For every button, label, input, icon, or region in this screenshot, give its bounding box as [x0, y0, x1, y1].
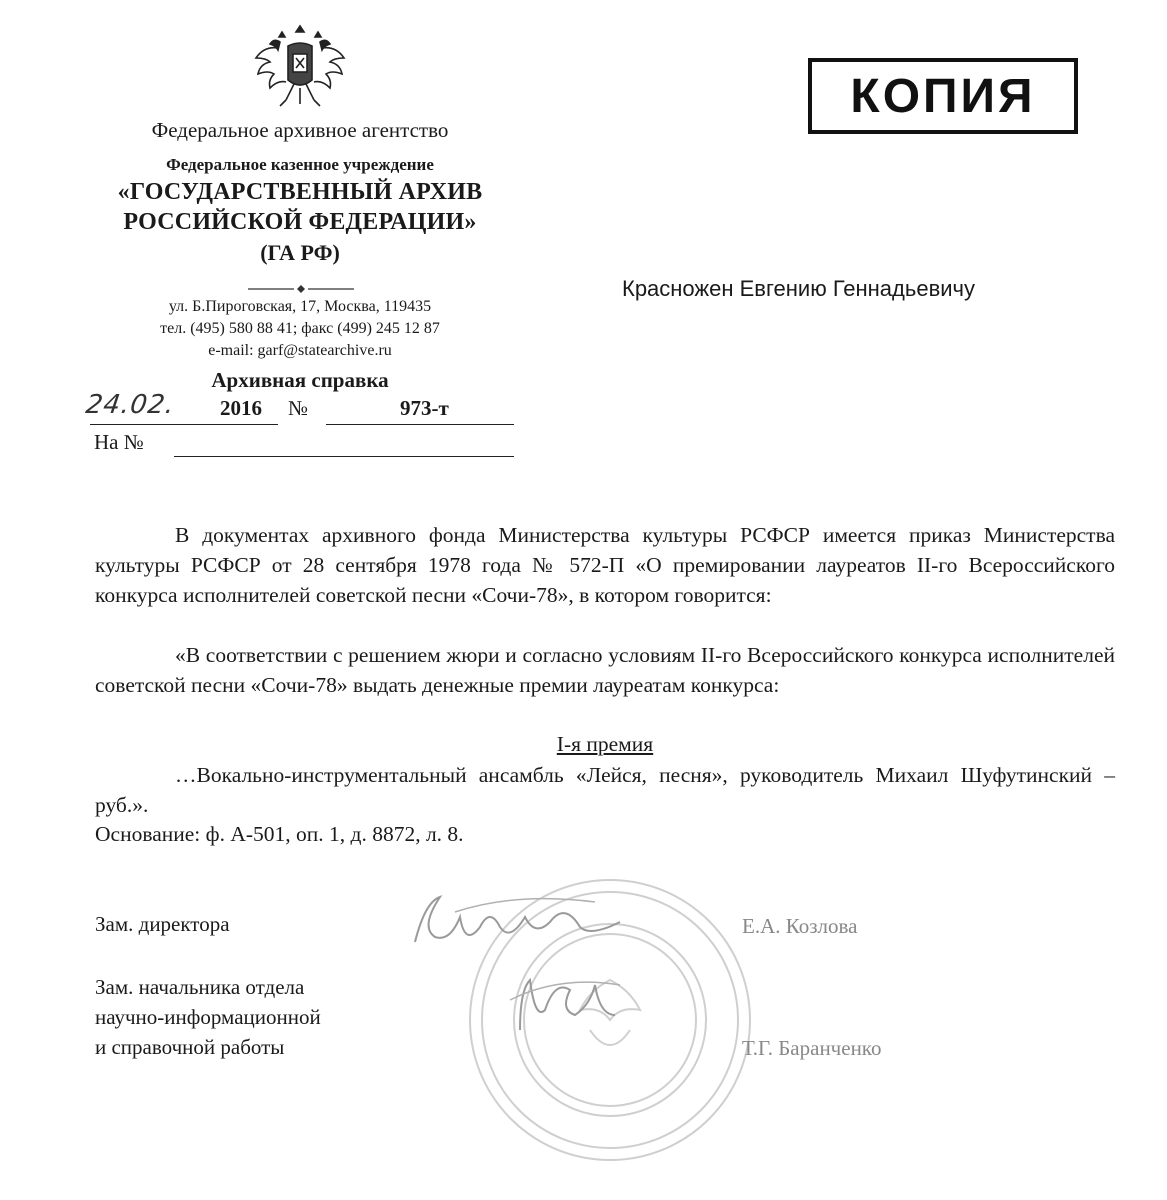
- signature-1: [405, 882, 635, 962]
- document-type: Архивная справка: [211, 368, 389, 392]
- handwritten-date: 24.02.: [83, 390, 177, 420]
- institution-type: Федеральное казенное учреждение: [166, 155, 434, 174]
- institution-name-line2: РОССИЙСКОЙ ФЕДЕРАЦИИ»: [123, 209, 477, 235]
- signatory-2-position-line1: Зам. начальника отдела: [95, 975, 305, 999]
- number-underline: [326, 424, 514, 425]
- body-paragraph-3-text: …Вокально-инструментальный ансамбль «Лейся, песня», руководитель Михаил Шуфутинский – руб.».: [95, 763, 1158, 817]
- institution-name: [95, 177, 505, 237]
- recipient: Красножен Евгению Геннадьевичу: [622, 276, 976, 301]
- signatory-1-name: Е.А. Козлова: [742, 914, 858, 938]
- signature-2: [500, 960, 630, 1050]
- header-divider: [248, 285, 354, 293]
- address: ул. Б.Пироговская, 17, Москва, 119435: [168, 298, 432, 315]
- prize-heading: [95, 732, 1115, 757]
- agency-name: Федеральное архивное агентство: [151, 118, 449, 142]
- copy-stamp-text: КОПИЯ: [850, 69, 1036, 123]
- basis-reference: Основание: ф. А-501, оп. 1, д. 8872, л. 8.: [95, 822, 464, 846]
- body-paragraph-2: [95, 640, 1115, 700]
- reference-underline: [174, 456, 514, 457]
- number-sign: №: [288, 396, 309, 420]
- signatory-2-position-line3: и справочной работы: [95, 1035, 285, 1059]
- body-paragraph-3: [95, 760, 1158, 820]
- date-underline: [90, 424, 278, 425]
- document-number: 973-т: [400, 396, 449, 420]
- body-paragraph-2-text: «В соответствии с решением жюри и согласно условиям II-го Всероссийского конкурса исполнителей советской песни «Сочи-78» выдать денежные премии лауреатам конкурса:: [95, 643, 1115, 697]
- signatory-2-position-line2: научно-информационной: [95, 1005, 321, 1029]
- double-headed-eagle-emblem: [250, 18, 350, 110]
- signatory-2-position: [95, 972, 321, 1062]
- body-paragraph-1-text: В документах архивного фонда Министерства культуры РСФСР имеется приказ Министерства культуры РСФСР от 28 сентября 1978 года № 572-П «О премировании лауреатов II-го Всероссийского конкурса исполнителей советской песни «Сочи-78», в котором говорится:: [95, 523, 1115, 607]
- institution-abbr: (ГА РФ): [260, 240, 340, 265]
- document-year: 2016: [220, 396, 262, 420]
- reference-label: На №: [94, 430, 144, 454]
- copy-stamp: [808, 58, 1078, 134]
- body-paragraph-1: [95, 520, 1115, 610]
- signatory-1-position: Зам. директора: [95, 912, 230, 936]
- signatory-2-name: Т.Г. Баранченко: [742, 1036, 882, 1060]
- prize-heading-text: I-я премия: [556, 732, 654, 756]
- phone-fax: тел. (495) 580 88 41; факс (499) 245 12 87: [160, 320, 440, 337]
- institution-name-line1: «ГОСУДАРСТВЕННЫЙ АРХИВ: [117, 179, 483, 205]
- email: e-mail: garf@statearchive.ru: [208, 342, 392, 359]
